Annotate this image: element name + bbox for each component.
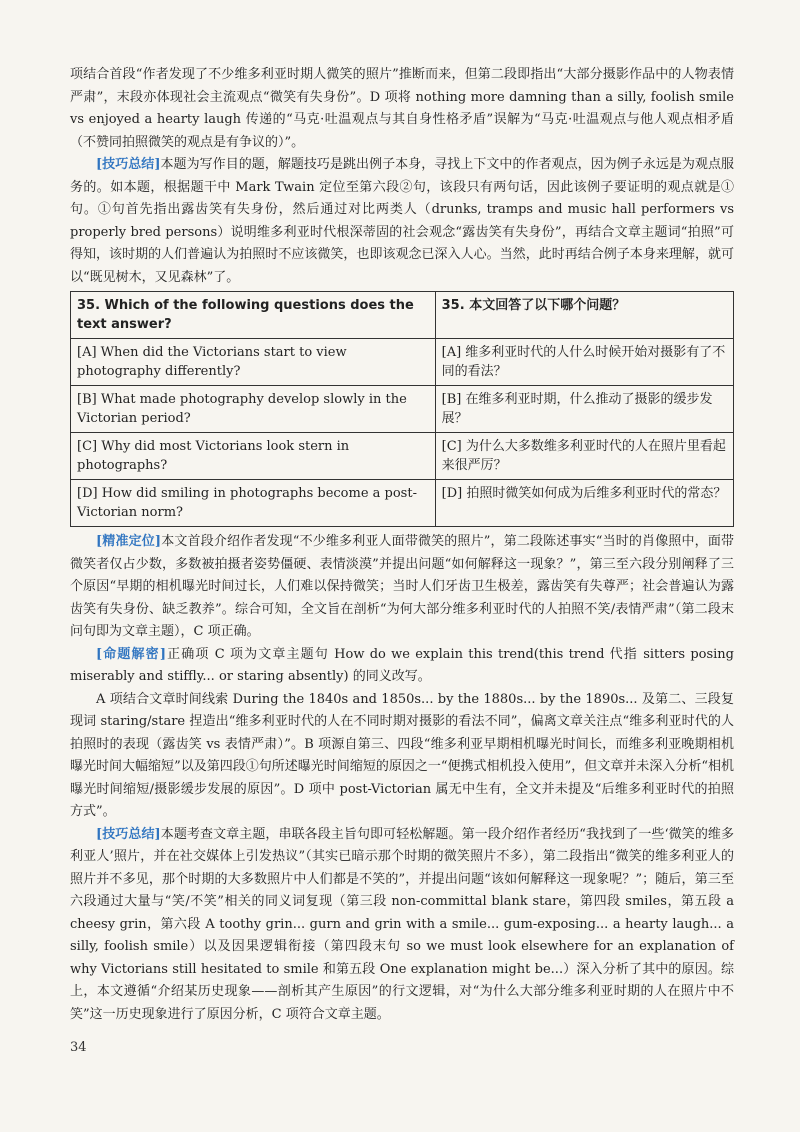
table-row bbox=[71, 339, 734, 386]
option-a-en: [A] When did the Victorians start to view photography differently? bbox=[71, 339, 436, 386]
paragraph-continuation: 项结合首段“作者发现了不少维多利亚时期人微笑的照片”推断而来，但第二段即指出“大部分摄影作品中的人物表情严肃”，末段亦体现社会主流观点“微笑有失身份”。D 项将 nothing more damning than a silly, foolish smile vs enjoyed a hearty laugh 传递的“马克·吐温观点与其自身性格矛盾”误解为“马克·吐温观点与他人观点相矛盾（不赞同拍照微笑的观点是有争议的）”。 bbox=[70, 67, 734, 150]
option-c-en: [C] Why did most Victorians look stern in photographs? bbox=[71, 433, 436, 480]
tag-label: [技巧总结] bbox=[96, 157, 161, 172]
table-row bbox=[71, 480, 734, 527]
page-number: 34 bbox=[70, 1040, 87, 1055]
option-c-cn: [C] 为什么大多数维多利亚时代的人在照片里看起来很严厉？ bbox=[435, 433, 733, 480]
header-en: 35. Which of the following questions does the text answer? bbox=[71, 292, 436, 339]
table-row bbox=[71, 386, 734, 433]
option-d-en: [D] How did smiling in photographs become a post-Victorian norm? bbox=[71, 480, 436, 527]
paragraph-options-analysis: A 项结合文章时间线索 During the 1840s and 1850s... by the 1880s... by the 1890s... 及第二、三段复现词 staring/stare 捏造出“维多利亚时代的人在不同时期对摄影的看法不同”，偏离文章关注点“维多利亚时代的人拍照时的表现（露齿笑 vs 表情严肃）”。B 项源自第三、四段“维多利亚早期相机曝光时间长，而维多利亚晚期相机曝光时间大幅缩短”以及第四段①句所述曝光时间缩短的原因之一“便携式相机投入使用”，但文章并未深入分析“相机曝光时间缩短/摄影缓步发展的原因”。D 项中 post-Victorian 属无中生有，全文并未提及“后维多利亚时代的拍照方式”。 bbox=[70, 691, 734, 819]
paragraph-decode: [命题解密]正确项 C 项为文章主题句 How do we explain this trend(this trend 代指 sitters posing miserably and stiffly... or staring absently) 的同义改写。 bbox=[70, 646, 734, 684]
paragraph-tip-summary-1: [技巧总结]本题为写作目的题，解题技巧是跳出例子本身，寻找上下文中的作者观点，因为例子永远是为观点服务的。如本题，根据题干中 Mark Twain 定位至第六段②句，该段只有两句话，因此该例子要证明的观点就是①句。①句首先指出露齿笑有失身份，然后通过对比两类人（drunks, tramps and music hall performers vs properly bred persons）说明维多利亚时代根深蒂固的社会观念“露齿笑有失身份”，再结合文章主题词“拍照”可得知，该时期的人们普遍认为拍照时不应该微笑，也即该观念已深入人心。当然，此时再结合例子本身来理解，就可以“既见树木，又见森林”了。 bbox=[70, 157, 734, 285]
tag-label: [精准定位] bbox=[96, 534, 162, 549]
question-table bbox=[70, 291, 734, 527]
table-header-row bbox=[71, 292, 734, 339]
option-b-en: [B] What made photography develop slowly in the Victorian period? bbox=[71, 386, 436, 433]
option-d-cn: [D] 拍照时微笑如何成为后维多利亚时代的常态？ bbox=[435, 480, 733, 527]
option-a-cn: [A] 维多利亚时代的人什么时候开始对摄影有了不同的看法？ bbox=[435, 339, 733, 386]
tag-label: [技巧总结] bbox=[96, 826, 161, 842]
header-cn: 35. 本文回答了以下哪个问题？ bbox=[435, 292, 733, 339]
table-row bbox=[71, 433, 734, 480]
tag-label: [命题解密] bbox=[96, 646, 166, 662]
option-b-cn: [B] 在维多利亚时期，什么推动了摄影的缓步发展？ bbox=[435, 386, 733, 433]
paragraph-tip-summary-2: [技巧总结]本题考查文章主题，串联各段主旨句即可轻松解题。第一段介绍作者经历“我找到了一些‘微笑的维多利亚人’照片，并在社交媒体上引发热议”（其实已暗示那个时期的微笑照片不多），第二段指出“微笑的维多利亚人的照片并不多见，那个时期的大多数照片中人们都是不笑的”，并提出问题“该如何解释这一现象呢？”；随后，第三至六段通过大量与“笑/不笑”相关的同义词复现（第三段 non-committal blank stare，第四段 smiles，第五段 a cheesy grin，第六段 A toothy grin... gurn and grin with a smile... gum-exposing... a hearty laugh... a silly, foolish smile）以及因果逻辑衔接（第四段末句 so we must look elsewhere for an explanation of why Victorians still hesitated to smile 和第五段 One explanation might be...）深入分析了其中的原因。综上，本文遵循“介绍某历史现象——剖析其产生原因”的行文逻辑，对“为什么大部分维多利亚时期的人在照片中不笑”这一历史现象进行了原因分析，C 项符合文章主题。 bbox=[70, 826, 734, 1022]
paragraph-precise-locate: [精准定位]本文首段介绍作者发现“不少维多利亚人面带微笑的照片”，第二段陈述事实“当时的肖像照中，面带微笑者仅占少数，多数被拍摄者姿势僵硬、表情淡漠”并提出问题“如何解释这一现象？”，第三至六段分别阐释了三个原因“早期的相机曝光时间过长，人们难以保持微笑；当时人们牙齿卫生极差，露齿笑有失尊严；社会普遍认为露齿笑有失身份、缺乏教养”。综合可知，全文旨在剖析“为何大部分维多利亚时代的人拍照不笑/表情严肃”（第二段末问句即为文章主题），C 项正确。 bbox=[70, 534, 734, 639]
page-content bbox=[70, 64, 734, 1026]
